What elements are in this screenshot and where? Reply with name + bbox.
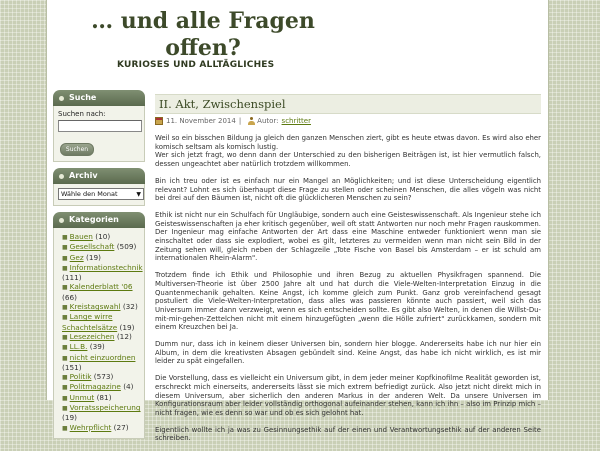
category-list [58, 232, 143, 433]
category-item [58, 262, 143, 283]
calendar-icon [155, 117, 163, 125]
categories-widget-title-text: Kategorien [69, 215, 119, 224]
category-count: (27) [113, 422, 129, 432]
bullet-icon: ■ [62, 333, 68, 341]
post-paragraph: Eigentlich wollte ich ja was zu Gesinnungsethik auf der einen und Verantwortungsethik auf der anderen Seite schreiben. [155, 425, 541, 443]
category-link[interactable]: LL.B. [69, 342, 88, 352]
header [47, 0, 550, 84]
bullet-icon: ■ [62, 254, 68, 262]
category-item [58, 253, 140, 263]
category-link[interactable]: Politmagazine [69, 382, 121, 392]
post-paragraph: Trotzdem finde ich Ethik und Philosophie und ihren Bezug zu aktuellen Physikfragen spannend. Die Multiversen-Theorie ist über 2500 Jahre alt und hat durch die Viele-Welten-Interpretation Einzug in die Quantenmechanik gehalten. Keine Angst, ich komme gleich zum Punkt. Ganz grob vereinfachend gesagt postuliert die Viele-Welten-Interpretation, dass alles was passieren könnte auch passiert, weil sich das Universum immer dann verzweigt, wenn es sich entscheiden sollte. Es gibt also Welten, in denen die Willst-Du-mit-mir-gehen-Zettelchen nicht mit einem hinzugefügten „wenn die Hölle zufriert" zurückkamen, sondern mit einem Kreuzchen bei Ja. [155, 271, 541, 332]
category-count: (32) [122, 302, 138, 312]
category-count: (4) [123, 382, 134, 392]
category-count: (19) [119, 322, 135, 332]
bullet-icon: ■ [62, 304, 68, 312]
archive-widget-body [53, 184, 145, 206]
post-date: 11. November 2014 [166, 117, 236, 125]
archive-widget-title [53, 168, 145, 184]
category-link[interactable]: Lesezeichen [69, 331, 115, 341]
category-link[interactable]: nicht einzuordnen [69, 352, 136, 362]
search-input[interactable] [58, 120, 142, 132]
archive-month-select[interactable] [58, 188, 144, 200]
bullet-icon: ■ [62, 244, 68, 252]
site-title[interactable]: … und alle Fragen offen? [91, 8, 315, 61]
archive-select-value: Wähle den Monat [61, 190, 118, 198]
bullet-icon: ■ [62, 264, 68, 272]
site-tagline: KURIOSES UND ALLTÄGLICHES [117, 60, 275, 70]
bullet-icon: ■ [62, 234, 68, 241]
bullet-icon [59, 174, 64, 179]
category-count: (573) [93, 372, 114, 382]
main-content [155, 94, 541, 451]
bullet-icon: ■ [62, 374, 68, 382]
category-item [58, 302, 140, 312]
search-widget [53, 90, 145, 162]
author-label: Autor: [257, 117, 279, 125]
bullet-icon [59, 96, 64, 101]
category-link[interactable]: Politik [69, 372, 92, 382]
sidebar [53, 90, 145, 445]
search-button[interactable]: Suchen [60, 143, 94, 156]
search-widget-body [53, 106, 145, 162]
category-link[interactable]: Informationstechnik [69, 262, 143, 272]
category-link[interactable]: Lange wirre Schachtelsätze [62, 312, 118, 332]
meta-separator: | [238, 117, 242, 125]
category-item [58, 282, 140, 302]
search-label: Suchen nach: [58, 110, 106, 118]
category-count: (10) [95, 232, 111, 241]
category-count: (39) [89, 342, 105, 352]
post-title[interactable]: II. Akt, Zwischenspiel [155, 94, 541, 114]
page [46, 0, 549, 443]
bullet-icon [59, 218, 64, 223]
bullet-icon: ■ [62, 354, 68, 362]
category-count: (19) [85, 252, 101, 262]
category-count: (509) [116, 242, 137, 252]
search-widget-title [53, 90, 145, 106]
author-link[interactable]: schritter [281, 117, 311, 125]
category-item [58, 242, 140, 252]
post-paragraph: Ethik ist nicht nur ein Schulfach für Ungläubige, sondern auch eine Geisteswissenschaft. Als Ingenieur stehe ich Geisteswissenschaften ja eher kritisch gegenüber, weil oft statt Antworten nur noch mehr Fragen rauskommen. Der Ingenieur mag einfache Antworten der Art dass eine Maschine entweder funktioniert wenn man sie einschaltet oder dass sie explodiert, wobei es gilt, letzteres zu vermeiden wenn man nicht sein Bild in der Zeitung sehen will, gleich neben der Schlagzeile „Tote Fische von Basel bis Amsterdam – er ist schuld am internationalen Rhein-Alarm". [155, 210, 541, 263]
user-icon [248, 117, 255, 125]
category-item [58, 332, 140, 342]
categories-widget-title [53, 212, 145, 228]
category-item [58, 232, 140, 242]
category-item [58, 372, 140, 382]
post-body [155, 134, 541, 443]
category-item [58, 393, 140, 403]
archive-widget-title-text: Archiv [69, 171, 98, 180]
category-count: (66) [62, 292, 77, 302]
bullet-icon: ■ [62, 314, 68, 322]
category-item [58, 403, 140, 423]
post-paragraph: Bin ich treu oder ist es einfach nur ein Mangel an Möglichkeiten; und ist diese Unterscheidung eigentlich relevant? Lohnt es sich überhaupt diese Frage zu stellen oder scheinen Menschen, die alles vögeln was nicht bei drei auf den Bäumen ist, nicht oft die glücklicheren Menschen zu sein? [155, 176, 541, 203]
bullet-icon: ■ [62, 405, 68, 413]
post-meta [155, 117, 541, 125]
category-link[interactable]: Wehrpflicht [69, 422, 112, 432]
chevron-down-icon: ▼ [136, 190, 141, 198]
bullet-icon: ■ [62, 394, 68, 402]
bullet-icon: ■ [62, 284, 68, 292]
bullet-icon: ■ [62, 424, 68, 432]
category-count: (111) [62, 273, 82, 283]
search-widget-title-text: Suche [69, 93, 97, 102]
categories-widget-body [53, 228, 145, 439]
category-count: (12) [116, 331, 132, 341]
category-link[interactable]: Gez [69, 252, 84, 262]
category-count: (19) [62, 413, 77, 423]
bullet-icon: ■ [62, 344, 68, 352]
category-item [58, 342, 140, 352]
post-paragraph: Die Vorstellung, dass es vielleicht ein Universum gibt, in dem jeder meiner Kopfkinofilme Realität geworden ist, erschreckt mich einerseits, andererseits lässt sie mich extrem befriedigt zurück. Also jetzt nicht direkt mich in diesem Universum, aber sicherlich den anderen Markus in der anderen Welt. Da unsere Universen im Konfigurationsraum aber leider vollständig orthogonal aufeinander stehen, kann ich ihn – also im Prinzip mich – nicht fragen, wie es denn so war und ob es sich gelohnt hat. [155, 374, 541, 417]
post-paragraph: Dumm nur, dass ich in keinem dieser Universen bin, sondern hier blogge. Andererseits habe ich nur hier ein Album, in dem die kreativsten Absagen gebündelt sind. Keine Angst, das habe ich nicht wirklich, es ist mir leider zu spät eingefallen. [155, 340, 541, 366]
category-link[interactable]: Gesellschaft [69, 242, 115, 252]
category-item [58, 423, 140, 433]
category-count: (151) [62, 362, 82, 372]
category-count: (81) [96, 392, 112, 402]
category-link[interactable]: Kreistagswahl [69, 302, 121, 312]
category-item [58, 382, 140, 392]
categories-widget [53, 212, 145, 439]
category-link[interactable]: Kalenderblatt '06 [69, 282, 133, 292]
category-item [58, 312, 140, 332]
category-link[interactable]: Unmut [69, 392, 95, 402]
category-item [58, 353, 140, 373]
category-link[interactable]: Bauen [69, 232, 93, 241]
archive-widget [53, 168, 145, 206]
category-link[interactable]: Vorratsspeicherung [69, 403, 141, 413]
bullet-icon: ■ [62, 384, 68, 392]
post-paragraph: Weil so ein bisschen Bildung ja gleich den ganzen Menschen ziert, gibt es heute etwas davon. Es wird also eher komisch seltsam als komisch lustig. Wer sich jetzt fragt, wo denn dann der Unterschied zu den bisherigen Beiträgen ist, ist hier vermutlich falsch, dessen ungeachtet aber natürlich trotzdem willkommen. [155, 134, 541, 169]
